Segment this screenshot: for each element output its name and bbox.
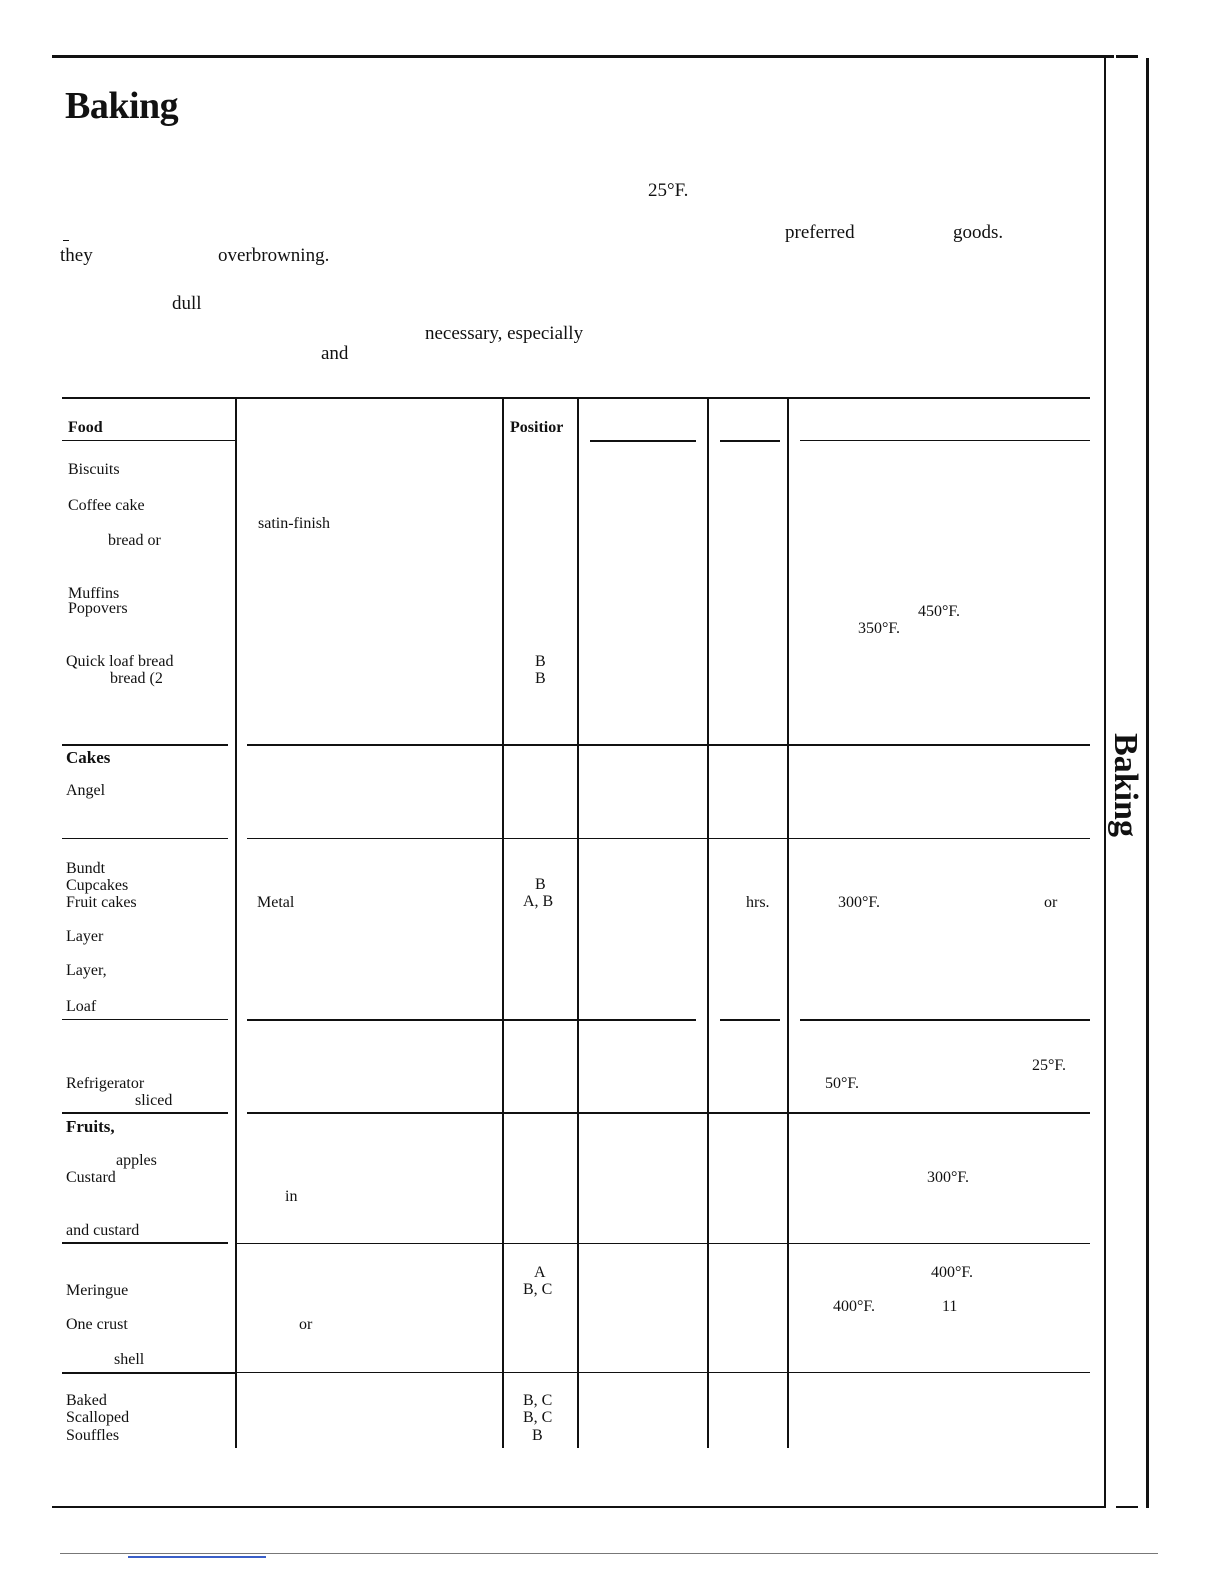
- footer-link-bar: [128, 1556, 266, 1558]
- food-cell: Souffles: [66, 1427, 120, 1444]
- position-cell: A: [534, 1264, 546, 1281]
- col-rule: [787, 398, 789, 1448]
- position-cell: B: [535, 670, 546, 687]
- bottom-rule-tab: [1116, 1506, 1138, 1508]
- food-cell: Popovers: [68, 600, 128, 617]
- header-food: Food: [68, 419, 103, 436]
- header-position: Positior: [510, 419, 564, 436]
- position-cell: A, B: [523, 893, 554, 910]
- section-rule: [62, 744, 228, 746]
- intro-fragment: goods.: [953, 222, 1004, 243]
- food-cell: Coffee cake: [68, 497, 145, 514]
- comment-cell: 350°F.: [858, 620, 901, 637]
- comment-cell: 300°F.: [927, 1169, 970, 1186]
- section-rule: [800, 1019, 1090, 1021]
- comment-cell: or: [1044, 894, 1058, 911]
- intro-fragment: overbrowning.: [218, 245, 330, 266]
- section-rule: [62, 1372, 235, 1374]
- header-rule: [720, 440, 780, 442]
- intro-fragment: they: [60, 245, 93, 266]
- container-cell: Metal: [257, 894, 295, 911]
- food-cell: sliced: [135, 1092, 173, 1109]
- header-rule: [800, 440, 1090, 441]
- section-rule: [62, 838, 228, 839]
- food-cell: and custard: [66, 1222, 140, 1239]
- food-cell: Scalloped: [66, 1409, 130, 1426]
- intro-fragment: 25°F.: [648, 180, 689, 201]
- comment-cell: 11: [942, 1298, 958, 1315]
- section-rule: [247, 1019, 696, 1021]
- food-cell: bread (2: [110, 670, 163, 687]
- position-cell: B: [535, 653, 546, 670]
- footer-rule: [60, 1553, 1158, 1554]
- col-rule: [577, 398, 579, 1448]
- food-cell: Angel: [66, 782, 106, 799]
- section-rule: [720, 1019, 780, 1021]
- food-cell: One crust: [66, 1316, 128, 1333]
- comment-cell: 25°F.: [1032, 1057, 1067, 1074]
- food-cell: Meringue: [66, 1282, 129, 1299]
- food-cell: Baked: [66, 1392, 107, 1409]
- section-rule: [236, 1243, 1090, 1244]
- position-cell: B, C: [523, 1392, 553, 1409]
- food-cell: Quick loaf bread: [66, 653, 174, 670]
- section-rule: [247, 1112, 1090, 1114]
- section-rule: [62, 1019, 228, 1020]
- container-cell: in: [285, 1188, 298, 1205]
- container-cell: or: [299, 1316, 313, 1333]
- food-cell: apples: [116, 1152, 157, 1169]
- food-cell: Fruit cakes: [66, 894, 137, 911]
- food-cell: bread or: [108, 532, 161, 549]
- food-cell: Layer,: [66, 962, 107, 979]
- side-tab-label: Baking: [1107, 733, 1144, 837]
- food-cell: Biscuits: [68, 461, 120, 478]
- comment-cell: 450°F.: [918, 603, 961, 620]
- section-rule: [62, 1242, 228, 1244]
- col-rule: [235, 398, 237, 1448]
- position-cell: B, C: [523, 1409, 553, 1426]
- position-cell: B: [532, 1427, 543, 1444]
- header-rule: [62, 440, 235, 441]
- section-rule: [236, 1372, 1090, 1373]
- section-rule: [247, 838, 1090, 839]
- comment-cell: 50°F.: [825, 1075, 860, 1092]
- intro-fragment: preferred: [785, 222, 855, 243]
- bottom-rule: [52, 1506, 1106, 1508]
- food-cell: Loaf: [66, 998, 97, 1015]
- position-cell: B, C: [523, 1281, 553, 1298]
- section-cakes: Cakes: [66, 748, 111, 767]
- page-title: Baking: [65, 85, 179, 127]
- section-rule: [62, 1112, 228, 1114]
- food-cell: Muffins: [68, 585, 120, 602]
- comment-cell: 400°F.: [833, 1298, 876, 1315]
- intro-fragment: dull: [172, 293, 202, 314]
- food-cell: Custard: [66, 1169, 116, 1186]
- time-cell: hrs.: [746, 894, 770, 911]
- food-cell: shell: [114, 1351, 145, 1368]
- top-rule-tab: [1116, 55, 1138, 58]
- header-rule: [590, 440, 696, 442]
- food-cell: Refrigerator: [66, 1075, 145, 1092]
- col-rule: [502, 398, 504, 1448]
- section-rule: [247, 744, 1090, 746]
- comment-cell: 300°F.: [838, 894, 881, 911]
- col-rule: [707, 398, 709, 1448]
- food-cell: Layer: [66, 928, 104, 945]
- intro-dash: [63, 240, 69, 241]
- food-cell: Cupcakes: [66, 877, 129, 894]
- container-cell: satin-finish: [258, 515, 330, 532]
- intro-fragment: and: [321, 343, 349, 364]
- section-fruits: Fruits,: [66, 1117, 115, 1136]
- table-top-rule: [62, 397, 1090, 399]
- position-cell: B: [535, 876, 546, 893]
- food-cell: Bundt: [66, 860, 106, 877]
- side-tab[interactable]: [1100, 725, 1150, 845]
- intro-fragment: necessary, especially: [425, 323, 584, 344]
- top-rule: [52, 55, 1114, 58]
- comment-cell: 400°F.: [931, 1264, 974, 1281]
